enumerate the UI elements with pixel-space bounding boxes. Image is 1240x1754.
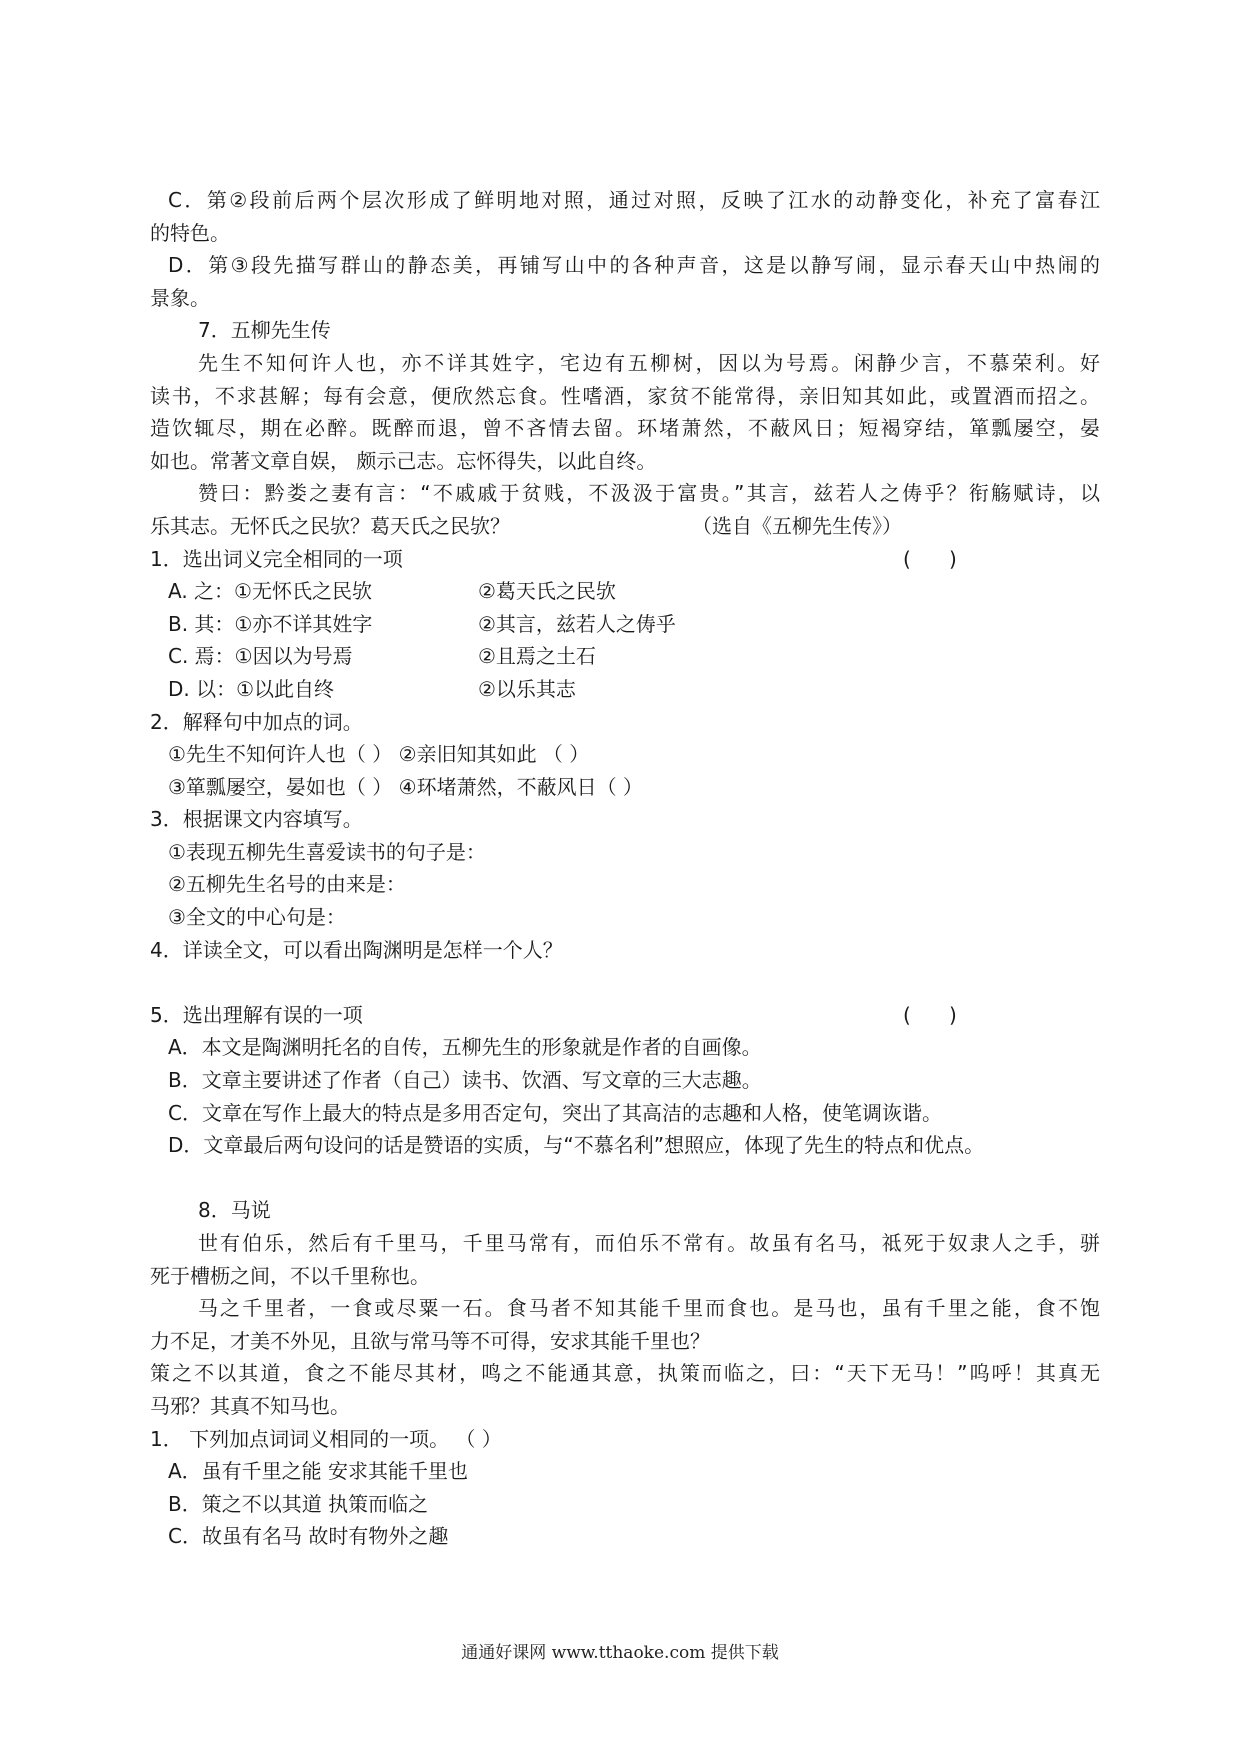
sec7-q5-option-b: B．文章主要讲述了作者（自己）读书、饮酒、写文章的三大志趣。 (168, 1068, 762, 1093)
sec8-q1-option-a: A．虽有千里之能 安求其能千里也 (168, 1459, 469, 1484)
option-part-2: ②其言，兹若人之俦乎 (478, 611, 676, 636)
sec8-para2-line1: 马之千里者，一食或尽粟一石。食马者不知其能千里而食也。是马也，虽有千里之能，食不饱 (198, 1296, 1100, 1321)
sec7-para1-line3: 造饮辄尽，期在必醉。既醉而退，曾不吝情去留。环堵萧然，不蔽风日；短褐穿结，箪瓢屡空，晏 (150, 416, 1100, 441)
sec7-q5-option-d: D．文章最后两句设问的话是赞语的实质，与“不慕名利”想照应，体现了先生的特点和优点。 (168, 1133, 985, 1158)
sec7-q3-item-3: ③全文的中心句是： (168, 905, 346, 930)
sec8-para1-line1: 世有伯乐，然后有千里马，千里马常有，而伯乐不常有。故虽有名马，祗死于奴隶人之手，骈 (198, 1231, 1100, 1255)
sec7-q5-option-a: A．本文是陶渊明托名的自传，五柳先生的形象就是作者的自画像。 (168, 1035, 762, 1060)
sec8-q1-option-b: B．策之不以其道 执策而临之 (168, 1491, 429, 1516)
sec8-title: 8．马说 (198, 1198, 271, 1223)
sec7-para2-line1: 赞曰：黔娄之妻有言：“不戚戚于贫贱，不汲汲于富贵。”其言，兹若人之俦乎？衔觞赋诗，以 (198, 481, 1100, 506)
sec7-q1-answer-blank: ( ) (903, 546, 957, 571)
sec7-title: 7．五柳先生传 (198, 318, 331, 343)
sec7-para2-text: 乐其志。无怀氏之民欤？葛天氏之民欤？ (150, 513, 510, 538)
option-part-1: B. 其：①亦不详其姓字 (168, 611, 373, 636)
sec7-q5-option-c: C．文章在写作上最大的特点是多用否定句，突出了其高洁的志趣和人格，使笔调诙谐。 (168, 1100, 942, 1125)
sec7-q2-line1: ①先生不知何许人也（ ） ②亲旧知其如此 （ ） (168, 742, 590, 767)
sec8-para3-line1: 策之不以其道，食之不能尽其材，鸣之不能通其意，执策而临之，曰：“天下无马！”呜呼！其真无 (150, 1361, 1100, 1386)
sec6-option-c-line1: C．第②段前后两个层次形成了鲜明地对照，通过对照，反映了江水的动静变化，补充了富春江 (168, 188, 1100, 212)
sec8-para3-line2: 马邪？其真不知马也。 (150, 1393, 350, 1418)
sec7-q1-stem-row (150, 543, 1100, 576)
sec6-option-d-line2: 景象。 (150, 285, 210, 310)
document-body (150, 184, 1100, 1553)
answer-space (150, 966, 1100, 999)
sec7-q1-option-b (150, 608, 1100, 641)
option-part-1: D. 以：①以此自终 (168, 676, 335, 701)
sec7-q5-stem-row (150, 999, 1100, 1032)
sec7-q2-stem: 2．解释句中加点的词。 (150, 709, 363, 734)
sec7-citation: （选自《五柳先生传》） (692, 513, 902, 538)
sec6-option-c-line2: 的特色。 (150, 220, 230, 245)
sec7-q3-item-2: ②五柳先生名号的由来是： (168, 872, 406, 897)
sec7-q5-stem: 5．选出理解有误的一项 (150, 1002, 363, 1027)
option-part-2: ②葛天氏之民欤 (478, 579, 616, 604)
sec7-q3-stem: 3．根据课文内容填写。 (150, 807, 363, 832)
sec7-para1-line2: 读书，不求甚解；每有会意，便欣然忘食。性嗜酒，家贫不能常得，亲旧知其如此，或置酒而招之。 (150, 383, 1100, 408)
sec7-q5-answer-blank: ( ) (903, 1002, 957, 1027)
sec6-option-d-line1: D．第③段先描写群山的静态美，再铺写山中的各种声音，这是以静写闹，显示春天山中热闹的 (168, 253, 1100, 278)
page-footer: 通通好课网 www.tthaoke.com 提供下载 (461, 1643, 779, 1663)
section-gap (150, 1162, 1100, 1195)
sec7-para2-line2 (150, 510, 1100, 543)
sec7-q1-option-a (150, 575, 1100, 608)
option-part-2: ②且焉之土石 (478, 644, 596, 669)
sec7-q1-option-c (150, 640, 1100, 673)
sec7-q1-option-d (150, 673, 1100, 706)
sec7-q1-stem: 1．选出词义完全相同的一项 (150, 546, 403, 571)
sec7-para1-line1: 先生不知何许人也，亦不详其姓字，宅边有五柳树，因以为号焉。闲静少言，不慕荣利。好 (198, 350, 1100, 375)
sec7-q4-stem: 4．详读全文，可以看出陶渊明是怎样一个人？ (150, 937, 563, 962)
sec7-q3-item-1: ①表现五柳先生喜爱读书的句子是： (168, 839, 486, 864)
sec7-para1-line4: 如也。常著文章自娱， 颇示己志。忘怀得失，以此自终。 (150, 448, 657, 473)
option-part-1: A. 之：①无怀氏之民欤 (168, 579, 372, 604)
sec8-q1-option-c: C．故虽有名马 故时有物外之趣 (168, 1524, 449, 1549)
option-part-1: C. 焉：①因以为号焉 (168, 644, 353, 669)
sec8-para1-line2: 死于槽枥之间，不以千里称也。 (150, 1263, 430, 1288)
option-part-2: ②以乐其志 (478, 676, 576, 701)
sec7-q2-line2: ③箪瓢屡空，晏如也（ ） ④环堵萧然，不蔽风日（ ） (168, 774, 643, 799)
sec8-para2-line2: 力不足，才美不外见，且欲与常马等不可得，安求其能千里也？ (150, 1328, 710, 1353)
sec8-q1-stem: 1． 下列加点词词义相同的一项。 （ ） (150, 1426, 502, 1451)
